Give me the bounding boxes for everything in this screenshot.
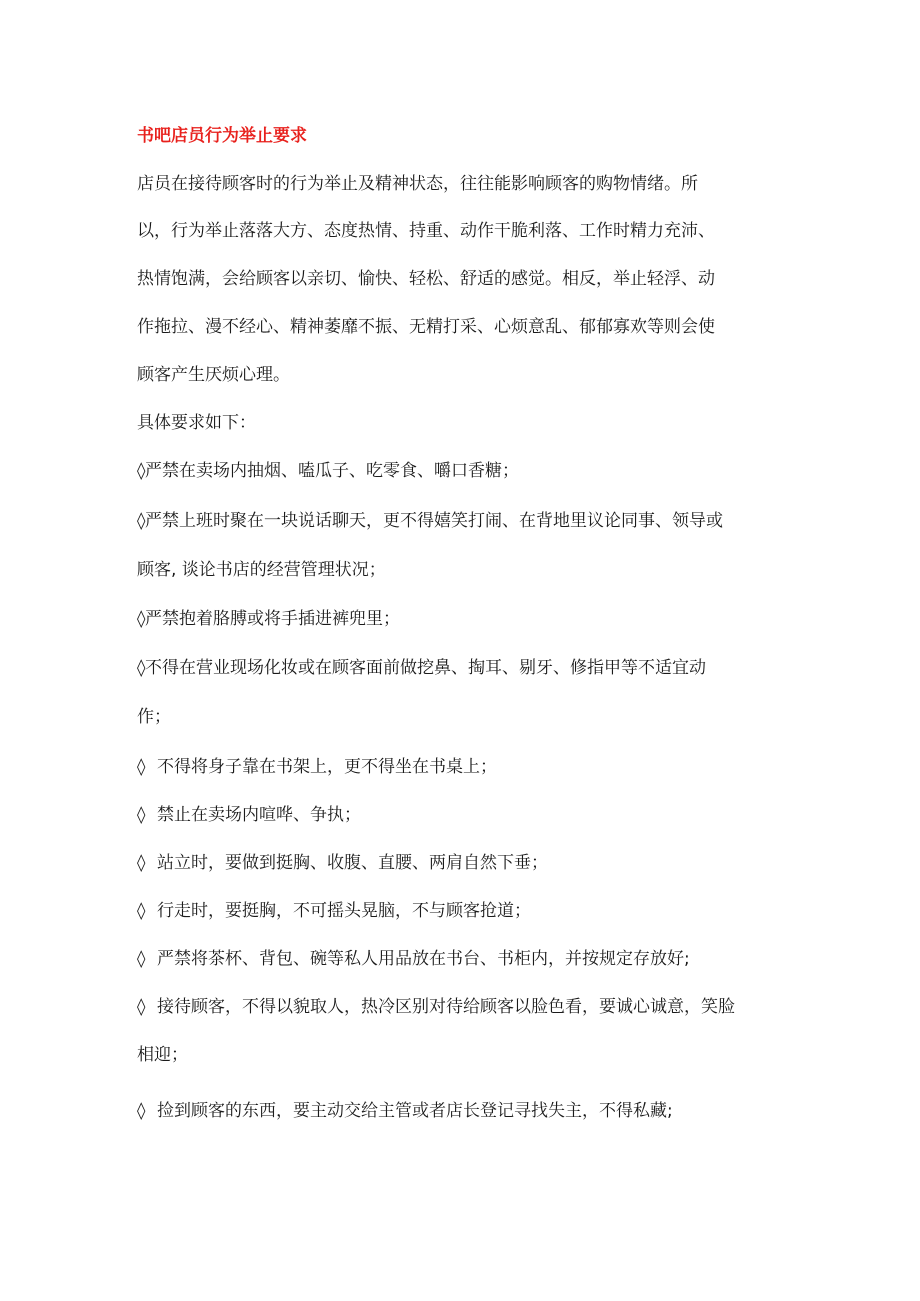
bullet-mark: ◊ bbox=[137, 997, 146, 1017]
list-item-text: 严禁上班时聚在一块说话聊天，更不得嬉笑打闹、在背地里议论同事、领导或 bbox=[145, 511, 723, 531]
list-item bbox=[137, 656, 706, 680]
intro-line: 热情饱满，会给顾客以亲切、愉快、轻松、舒适的感觉。相反，举止轻浮、动 bbox=[137, 269, 715, 289]
list-item-text: 不得在营业现场化妆或在顾客面前做挖鼻、掏耳、剔牙、修指甲等不适宜动 bbox=[145, 658, 706, 678]
bullet-mark: ◊ bbox=[137, 853, 146, 873]
bullet-mark: ◊ bbox=[137, 511, 146, 531]
document-title: 书吧店员行为举止要求 bbox=[137, 126, 307, 146]
list-item-continuation: 相迎； bbox=[137, 1045, 188, 1065]
list-item bbox=[137, 459, 519, 483]
list-item bbox=[137, 947, 690, 971]
list-item bbox=[137, 1099, 673, 1123]
list-item-text: 严禁在卖场内抽烟、嗑瓜子、吃零食、嚼口香糖； bbox=[145, 461, 519, 481]
list-item bbox=[137, 995, 735, 1019]
list-item-continuation: 顾客, 谈论书店的经营管理状况； bbox=[137, 560, 386, 580]
intro-line: 顾客产生厌烦心理。 bbox=[137, 365, 290, 385]
list-heading: 具体要求如下： bbox=[137, 413, 256, 433]
list-item bbox=[137, 509, 723, 533]
bullet-mark: ◊ bbox=[137, 609, 146, 629]
bullet-mark: ◊ bbox=[137, 757, 146, 777]
list-item bbox=[137, 851, 548, 875]
bullet-mark: ◊ bbox=[137, 658, 146, 678]
bullet-mark: ◊ bbox=[137, 1101, 146, 1121]
intro-line: 店员在接待顾客时的行为举止及精神状态，往往能影响顾客的购物情绪。所 bbox=[137, 174, 698, 194]
bullet-mark: ◊ bbox=[137, 461, 146, 481]
list-item bbox=[137, 755, 497, 779]
list-item bbox=[137, 803, 361, 827]
bullet-mark: ◊ bbox=[137, 805, 146, 825]
list-item-text: 站立时，要做到挺胸、收腹、直腰、两肩自然下垂； bbox=[157, 853, 548, 873]
list-item-continuation: 作； bbox=[137, 707, 171, 727]
intro-line: 以，行为举止落落大方、态度热情、持重、动作干脆利落、工作时精力充沛、 bbox=[137, 221, 715, 241]
list-item-text: 不得将身子靠在书架上，更不得坐在书桌上； bbox=[157, 757, 497, 777]
bullet-mark: ◊ bbox=[137, 901, 146, 921]
intro-line: 作拖拉、漫不经心、精神萎靡不振、无精打采、心烦意乱、郁郁寡欢等则会使 bbox=[137, 317, 715, 337]
list-item-text: 接待顾客，不得以貌取人，热冷区别对待给顾客以脸色看，要诚心诚意，笑脸 bbox=[157, 997, 735, 1017]
list-item-text: 严禁将茶杯、背包、碗等私人用品放在书台、书柜内，并按规定存放好; bbox=[157, 949, 690, 969]
list-item-text: 捡到顾客的东西，要主动交给主管或者店长登记寻找失主，不得私藏; bbox=[157, 1101, 673, 1121]
list-item-text: 禁止在卖场内喧哗、争执； bbox=[157, 805, 361, 825]
list-item-text: 严禁抱着胳膊或将手插进裤兜里； bbox=[145, 609, 400, 629]
list-item-text: 行走时，要挺胸，不可摇头晃脑，不与顾客抢道； bbox=[157, 901, 531, 921]
bullet-mark: ◊ bbox=[137, 949, 146, 969]
list-item bbox=[137, 899, 531, 923]
list-item bbox=[137, 607, 400, 631]
